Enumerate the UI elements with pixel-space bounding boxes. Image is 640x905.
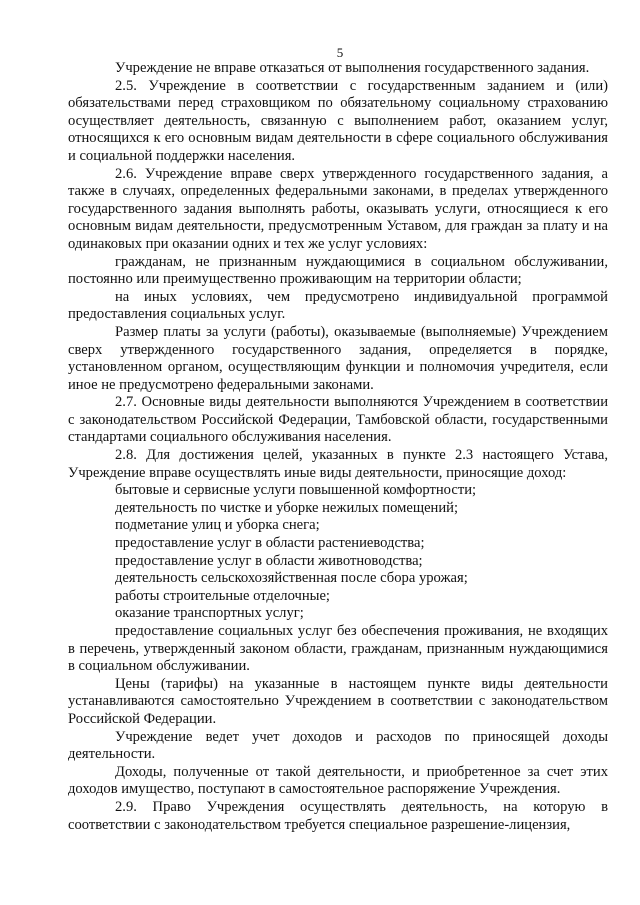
list-item: деятельность по чистке и уборке нежилых помещений; <box>115 499 459 516</box>
paragraph: Доходы, полученные от такой деятельности, и приобретенное за счет этих доходов имущество, поступают в самостоятельное распоряжение Учреждения. <box>68 763 608 798</box>
page-number: 5 <box>336 45 344 60</box>
list-item: бытовые и сервисные услуги повышенной комфортности; <box>115 482 477 499</box>
paragraph: Цены (тарифы) на указанные в настоящем пункте виды деятельности устанавливаются самостоятельно Учреждением в соответствии с законодательством Российской Федерации. <box>68 675 608 727</box>
paragraph: 2.7. Основные виды деятельности выполняются Учреждением в соответствии с законодательством Российской Федерации, Тамбовской области, государственными стандартами социального обслуживания населения. <box>68 394 608 446</box>
document-body <box>68 60 608 834</box>
paragraph: предоставление социальных услуг без обеспечения проживания, не входящих в перечень, утвержденный законом области, гражданам, признанным нуждающимися в социальном обслуживании. <box>68 623 608 675</box>
paragraph: 2.6. Учреждение вправе сверх утвержденного государственного задания, а также в случаях, определенных федеральными законами, в пределах утвержденного государственного задания выполнять работы, оказывать услуги, относящиеся к его основным видам деятельности, предусмотренным Уставом, для граждан за плату и на одинаковых при оказании одних и тех же услуг условиях: <box>68 165 608 252</box>
list-item: предоставление услуг в области животноводства; <box>115 552 423 569</box>
paragraph: Учреждение ведет учет доходов и расходов по приносящей доходы деятельности. <box>68 728 608 763</box>
paragraph: 2.9. Право Учреждения осуществлять деятельность, на которую в соответствии с законодательством требуется специальное разрешение-лицензия, <box>68 798 608 833</box>
paragraph: на иных условиях, чем предусмотрено индивидуальной программой предоставления социальных услуг. <box>68 288 608 323</box>
paragraph: Учреждение не вправе отказаться от выполнения государственного задания. <box>115 60 590 76</box>
list-item: работы строительные отделочные; <box>115 587 330 604</box>
paragraph: 2.8. Для достижения целей, указанных в пункте 2.3 настоящего Устава, Учреждение вправе осуществлять иные виды деятельности, приносящие доход: <box>68 447 608 481</box>
list-item: оказание транспортных услуг; <box>115 605 304 622</box>
paragraph: гражданам, не признанным нуждающимися в социальном обслуживании, постоянно или преимущественно проживающим на территории области; <box>68 253 608 288</box>
list-item: подметание улиц и уборка снега; <box>115 517 320 534</box>
list-item: деятельность сельскохозяйственная после сбора урожая; <box>115 570 468 587</box>
paragraph: Размер платы за услуги (работы), оказываемые (выполняемые) Учреждением сверх утвержденного государственного задания, определяется в порядке, установленном органом, осуществляющим функции и полномочия учредителя, если иное не предусмотрено федеральными законами. <box>68 323 608 393</box>
paragraph: 2.5. Учреждение в соответствии с государственным заданием и (или) обязательствами перед страховщиком по обязательному социальному страхованию осуществляет деятельность, связанную с выполнением работ, оказанием услуг, относящихся к его основным видам деятельности в сфере социального обслуживания и социальной поддержки населения. <box>68 77 608 164</box>
list-item: предоставление услуг в области растениеводства; <box>115 535 425 552</box>
